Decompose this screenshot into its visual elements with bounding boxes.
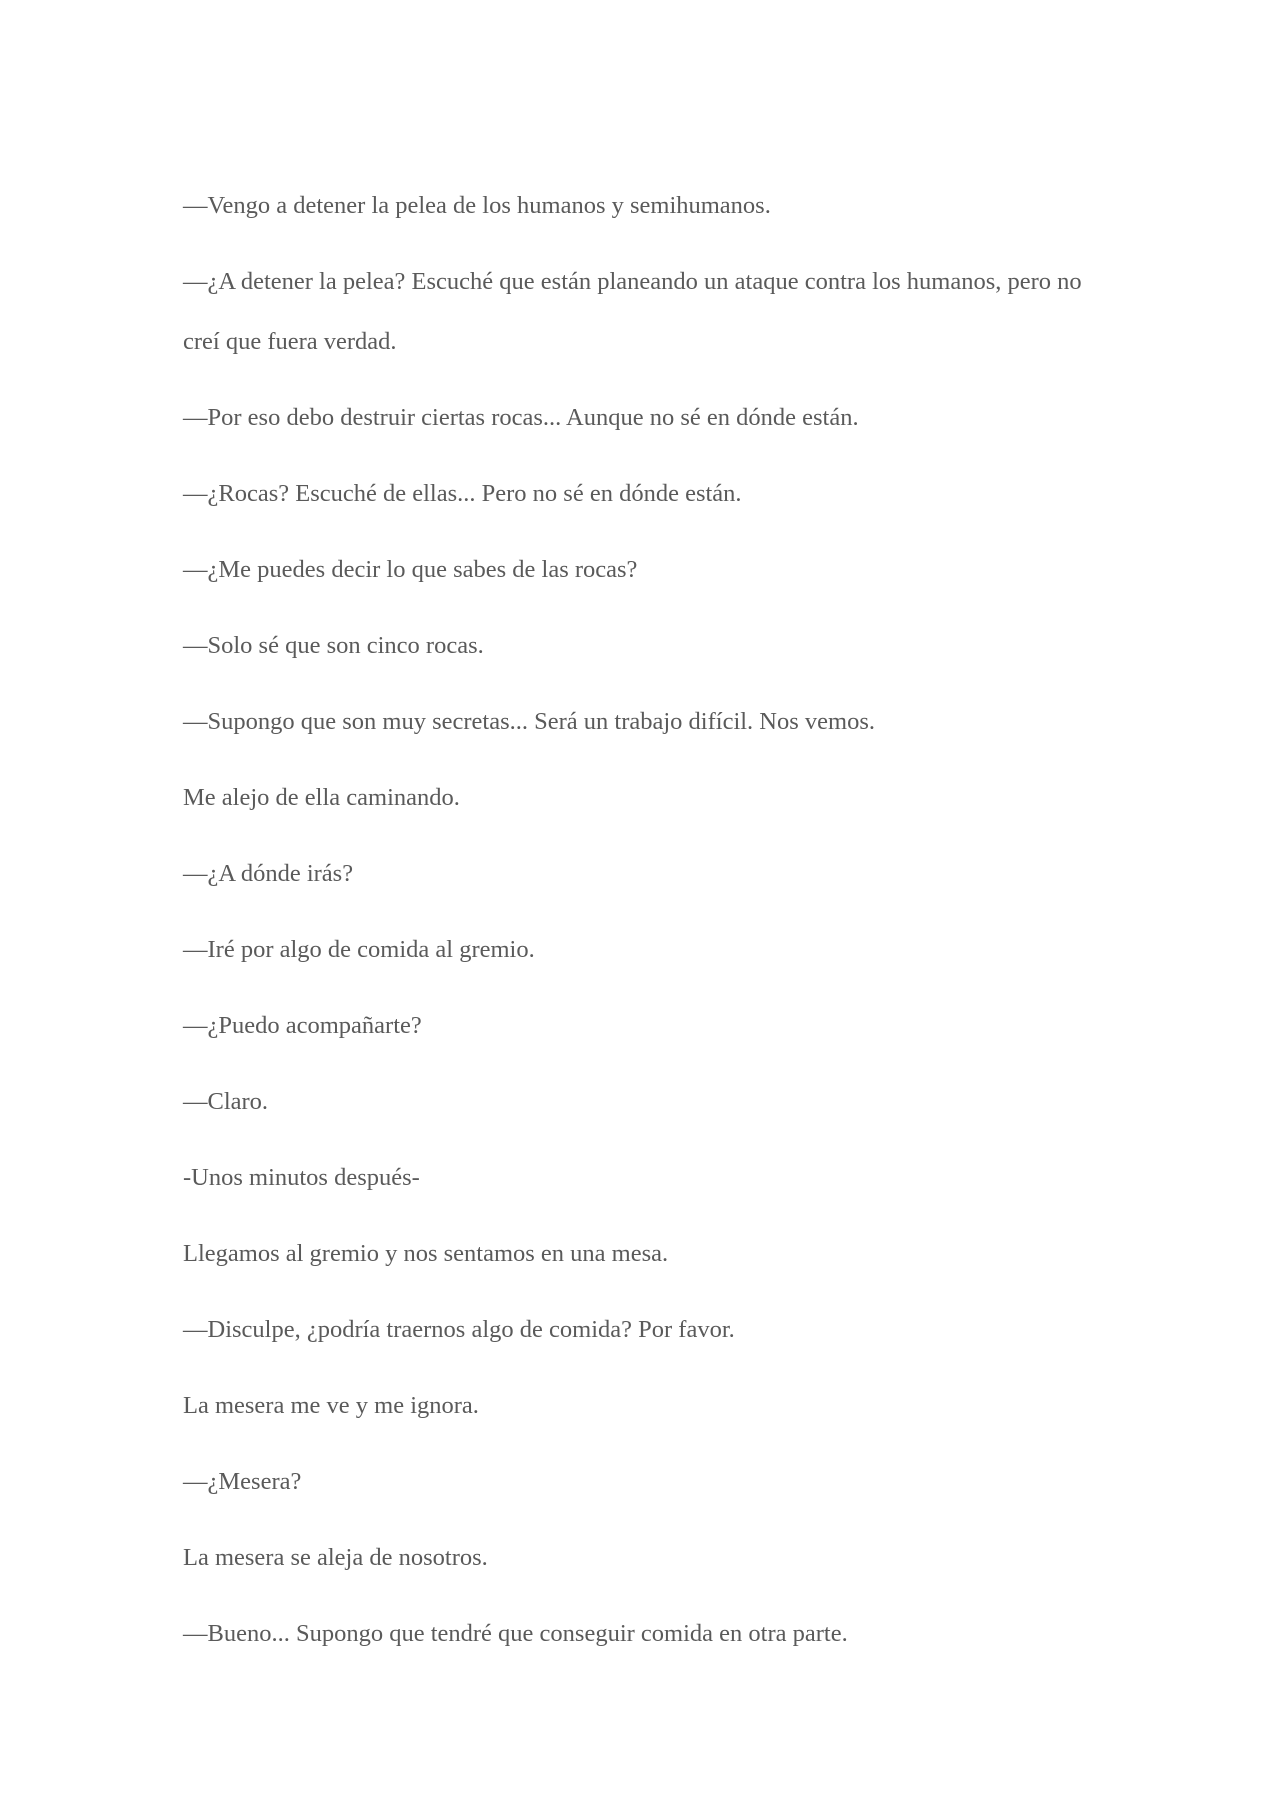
paragraph: —Solo sé que son cinco rocas. (183, 632, 484, 659)
paragraph: —¿Puedo acompañarte? (183, 1012, 422, 1039)
paragraph: -Unos minutos después- (183, 1164, 420, 1191)
paragraph: —Bueno... Supongo que tendré que conseguir comida en otra parte. (183, 1620, 848, 1647)
paragraph: —Vengo a detener la pelea de los humanos y semihumanos. (183, 192, 771, 219)
text-body (183, 176, 1103, 1680)
paragraph: Llegamos al gremio y nos sentamos en una mesa. (183, 1240, 669, 1267)
paragraph: —Iré por algo de comida al gremio. (183, 936, 535, 963)
paragraph: —¿Rocas? Escuché de ellas... Pero no sé en dónde están. (183, 480, 742, 507)
paragraph: —¿Me puedes decir lo que sabes de las rocas? (183, 556, 638, 583)
paragraph: —¿Mesera? (183, 1468, 302, 1495)
paragraph: —¿A detener la pelea? Escuché que están planeando un ataque contra los humanos, pero no creí que fuera verdad. (183, 268, 1082, 355)
paragraph: —Disculpe, ¿podría traernos algo de comida? Por favor. (183, 1316, 735, 1343)
paragraph: —Supongo que son muy secretas... Será un trabajo difícil. Nos vemos. (183, 708, 876, 735)
paragraph: —Claro. (183, 1088, 269, 1115)
paragraph: La mesera me ve y me ignora. (183, 1392, 479, 1419)
paragraph: Me alejo de ella caminando. (183, 784, 460, 811)
paragraph: —¿A dónde irás? (183, 860, 354, 887)
paragraph: —Por eso debo destruir ciertas rocas... Aunque no sé en dónde están. (183, 404, 859, 431)
paragraph: La mesera se aleja de nosotros. (183, 1544, 488, 1571)
